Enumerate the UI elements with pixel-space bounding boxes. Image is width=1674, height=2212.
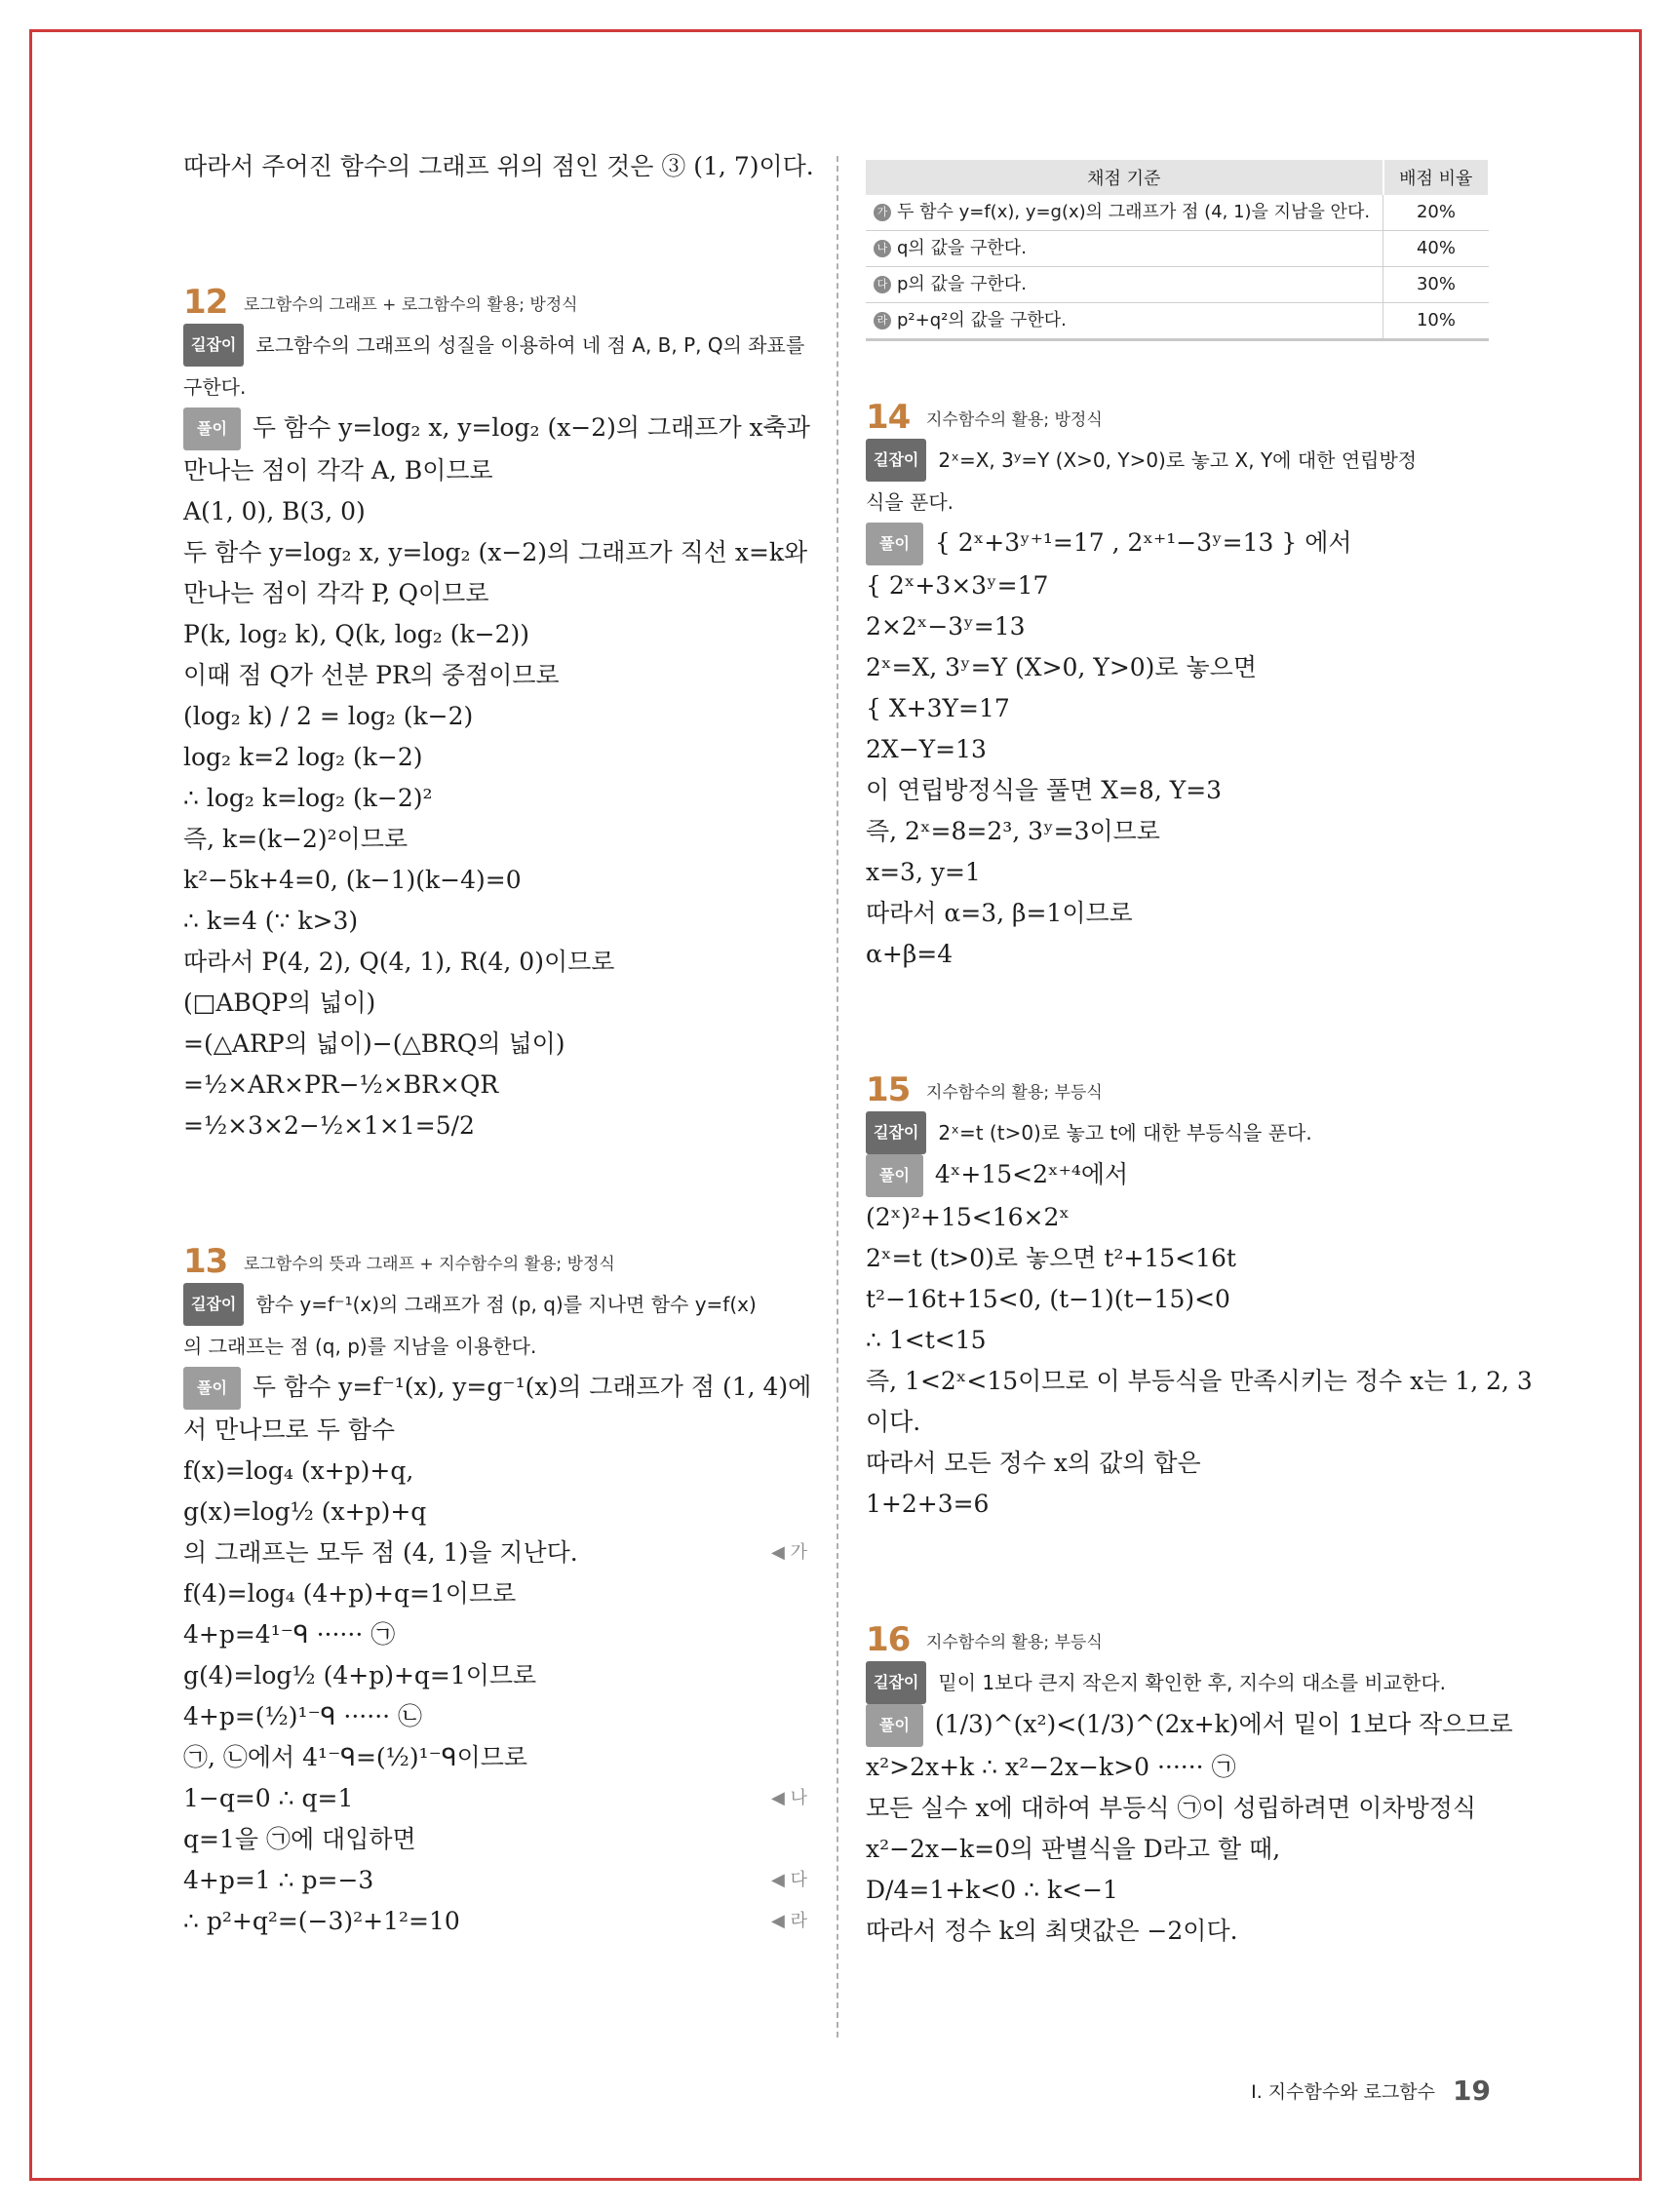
solution-line: ∴ p²+q²=(−3)²+1²=10 ◀ 라 <box>183 1901 807 1942</box>
table-row: 나 q의 값을 구한다. 40% <box>866 231 1489 267</box>
solution-line: 따라서 α=3, β=1이므로 <box>866 899 1133 927</box>
solution-line: 1+2+3=6 <box>866 1490 990 1518</box>
table-header: 채점 기준 <box>866 160 1383 195</box>
solution-line: 서 만나므로 두 함수 <box>183 1416 396 1444</box>
hint-line: 길잡이 함수 y=f⁻¹(x)의 그래프가 점 (p, q)를 지나면 함수 y=f(x) <box>183 1283 807 1326</box>
solution-line: 2ˣ=t (t>0)로 놓으면 t²+15<16t <box>866 1244 1236 1272</box>
scoring-table <box>866 160 1490 341</box>
solution-line: 두 함수 y=log₂ x, y=log₂ (x−2)의 그래프가 직선 x=k와 <box>183 538 808 566</box>
solution-line: 만나는 점이 각각 A, B이므로 <box>183 456 493 485</box>
problem-topic: 로그함수의 그래프 + 로그함수의 활용; 방정식 <box>244 294 578 315</box>
solution-line: 이다. <box>866 1408 921 1436</box>
hint-tag: 길잡이 <box>866 439 926 482</box>
table-header: 배점 비율 <box>1383 160 1490 195</box>
solution-line: 풀이 { 2ˣ+3ʸ⁺¹=17 , 2ˣ⁺¹−3ʸ=13 } 에서 <box>866 523 1490 565</box>
solution-line: ∴ k=4 (∵ k>3) <box>183 907 359 935</box>
problem-topic: 지수함수의 활용; 방정식 <box>926 409 1103 430</box>
solution-line: t²−16t+15<0, (t−1)(t−15)<0 <box>866 1285 1230 1313</box>
solution-line: q=1을 ㉠에 대입하면 <box>183 1825 416 1853</box>
solution-tag: 풀이 <box>183 1367 241 1410</box>
solution-line: 4+p=4¹⁻ᑫ ······ ㉠ <box>183 1620 396 1649</box>
hint-tag: 길잡이 <box>183 324 244 367</box>
criterion-badge: 가 <box>874 204 891 221</box>
table-row: 다 p의 값을 구한다. 30% <box>866 267 1489 303</box>
criterion-marker: ◀ 가 <box>771 1542 807 1563</box>
problem-12 <box>183 281 810 1146</box>
solution-tag: 풀이 <box>866 1154 923 1197</box>
solution-line: 풀이 두 함수 y=log₂ x, y=log₂ (x−2)의 그래프가 x축과 <box>183 407 807 450</box>
page-footer <box>1251 2075 1491 2107</box>
criterion-marker: ◀ 라 <box>771 1911 807 1931</box>
solution-line: 1−q=0 ∴ q=1 ◀ 나 <box>183 1778 807 1819</box>
left-column <box>183 146 814 1942</box>
solution-tag: 풀이 <box>866 1704 923 1747</box>
problem-header <box>183 281 807 324</box>
solution-line: 즉, 1<2ˣ<15이므로 이 부등식을 만족시키는 정수 x는 1, 2, 3 <box>866 1367 1533 1395</box>
problem-number: 13 <box>183 1242 228 1281</box>
solution-line: P(k, log₂ k), Q(k, log₂ (k−2)) <box>183 620 530 648</box>
page-number: 19 <box>1453 2075 1491 2107</box>
solution-line: (log₂ k) / 2 = log₂ (k−2) <box>183 702 474 730</box>
solution-line: A(1, 0), B(3, 0) <box>183 497 366 525</box>
problem-number: 16 <box>866 1620 911 1659</box>
table-row: 라 p²+q²의 값을 구한다. 10% <box>866 303 1489 340</box>
problem-topic: 지수함수의 활용; 부등식 <box>926 1632 1103 1652</box>
problem-header <box>866 1068 1490 1111</box>
criterion-marker: ◀ 나 <box>771 1788 807 1808</box>
problem-15 <box>866 1068 1533 1525</box>
solution-line: f(x)=log₄ (x+p)+q, <box>183 1456 414 1485</box>
solution-line: =½×AR×PR−½×BR×QR <box>183 1070 499 1099</box>
solution-line: { 2ˣ+3×3ʸ=17 <box>866 571 1049 600</box>
criterion-badge: 나 <box>874 240 891 257</box>
solution-line: f(4)=log₄ (4+p)+q=1이므로 <box>183 1579 517 1608</box>
problem-number: 14 <box>866 398 911 437</box>
solution-line: 2ˣ=X, 3ʸ=Y (X>0, Y>0)로 놓으면 <box>866 653 1257 681</box>
solution-line: g(x)=log½ (x+p)+q <box>183 1497 427 1526</box>
solution-line: =(△ARP의 넓이)−(△BRQ의 넓이) <box>183 1029 565 1058</box>
solution-line: 즉, k=(k−2)²이므로 <box>183 825 409 853</box>
hint-line: 구한다. <box>183 375 247 399</box>
solution-line: k²−5k+4=0, (k−1)(k−4)=0 <box>183 866 522 894</box>
solution-tag: 풀이 <box>183 407 241 450</box>
solution-line: (2ˣ)²+15<16×2ˣ <box>866 1203 1070 1231</box>
solution-line: 따라서 모든 정수 x의 값의 합은 <box>866 1449 1201 1477</box>
solution-line: ∴ log₂ k=log₂ (k−2)² <box>183 784 433 812</box>
hint-tag: 길잡이 <box>866 1661 926 1704</box>
solution-line: 즉, 2ˣ=8=2³, 3ʸ=3이므로 <box>866 817 1160 845</box>
solution-line: 이때 점 Q가 선분 PR의 중점이므로 <box>183 661 560 689</box>
criterion-badge: 다 <box>874 276 891 293</box>
problem-13 <box>183 1240 812 1942</box>
hint-line: 길잡이 2ˣ=t (t>0)로 놓고 t에 대한 부등식을 푼다. <box>866 1111 1490 1154</box>
intro-text: 따라서 주어진 함수의 그래프 위의 점인 것은 ③ (1, 7)이다. <box>183 152 814 180</box>
problem-number: 12 <box>183 283 228 322</box>
hint-line: 길잡이 2ˣ=X, 3ʸ=Y (X>0, Y>0)로 놓고 X, Y에 대한 연립방정 <box>866 439 1490 482</box>
problem-16 <box>866 1618 1513 1952</box>
solution-line: D/4=1+k<0 ∴ k<−1 <box>866 1876 1118 1904</box>
problem-number: 15 <box>866 1070 911 1109</box>
solution-line: ∴ 1<t<15 <box>866 1326 987 1354</box>
hint-line: 식을 푼다. <box>866 490 954 514</box>
solution-line: 의 그래프는 모두 점 (4, 1)을 지난다. ◀ 가 <box>183 1533 807 1573</box>
hint-line: 길잡이 밑이 1보다 큰지 작은지 확인한 후, 지수의 대소를 비교한다. <box>866 1661 1490 1704</box>
solution-line: 2X−Y=13 <box>866 735 987 763</box>
solution-tag: 풀이 <box>866 523 923 565</box>
solution-line: ㉠, ㉡에서 4¹⁻ᑫ=(½)¹⁻ᑫ이므로 <box>183 1743 528 1771</box>
solution-line: 모든 실수 x에 대하여 부등식 ㉠이 성립하려면 이차방정식 <box>866 1794 1477 1822</box>
solution-line: log₂ k=2 log₂ (k−2) <box>183 743 423 771</box>
hint-tag: 길잡이 <box>183 1283 244 1326</box>
right-column <box>866 146 1533 1952</box>
problem-topic: 지수함수의 활용; 부등식 <box>926 1082 1103 1103</box>
solution-line: =½×3×2−½×1×1=5/2 <box>183 1111 475 1140</box>
problem-header <box>183 1240 807 1283</box>
solution-line: { X+3Y=17 <box>866 694 1010 722</box>
criterion-badge: 라 <box>874 312 891 330</box>
solution-line: 이 연립방정식을 풀면 X=8, Y=3 <box>866 776 1223 804</box>
chapter-label: Ⅰ. 지수함수와 로그함수 <box>1251 2081 1436 2103</box>
solution-line: g(4)=log½ (4+p)+q=1이므로 <box>183 1661 537 1689</box>
hint-tag: 길잡이 <box>866 1111 926 1154</box>
problem-14 <box>866 396 1490 975</box>
solution-line: x=3, y=1 <box>866 858 981 886</box>
problem-topic: 로그함수의 뜻과 그래프 + 지수함수의 활용; 방정식 <box>244 1254 615 1274</box>
solution-line: 만나는 점이 각각 P, Q이므로 <box>183 579 489 607</box>
solution-line: 2×2ˣ−3ʸ=13 <box>866 612 1026 640</box>
solution-line: x²−2x−k=0의 판별식을 D라고 할 때, <box>866 1835 1281 1863</box>
table-header-row <box>866 160 1489 195</box>
solution-line: 풀이 두 함수 y=f⁻¹(x), y=g⁻¹(x)의 그래프가 점 (1, 4)에 <box>183 1367 807 1410</box>
solution-line: x²>2x+k ∴ x²−2x−k>0 ······ ㉠ <box>866 1753 1236 1781</box>
criterion-marker: ◀ 다 <box>771 1870 807 1890</box>
solution-line: 4+p=1 ∴ p=−3 ◀ 다 <box>183 1860 807 1901</box>
solution-line: 풀이 4ˣ+15<2ˣ⁺⁴에서 <box>866 1154 1490 1197</box>
solution-line: 4+p=(½)¹⁻ᑫ ······ ㉡ <box>183 1702 423 1730</box>
problem-header <box>866 1618 1490 1661</box>
table-row: 가 두 함수 y=f(x), y=g(x)의 그래프가 점 (4, 1)을 지남을 안다. 20% <box>866 195 1489 231</box>
column-divider <box>837 156 838 2037</box>
solution-line: 풀이 (1/3)^(x²)<(1/3)^(2x+k)에서 밑이 1보다 작으므로 <box>866 1704 1490 1747</box>
solution-line: 따라서 정수 k의 최댓값은 −2이다. <box>866 1917 1238 1945</box>
hint-line: 의 그래프는 점 (q, p)를 지남을 이용한다. <box>183 1335 537 1358</box>
solution-line: (□ABQP의 넓이) <box>183 989 376 1017</box>
problem-header <box>866 396 1490 439</box>
solution-line: 따라서 P(4, 2), Q(4, 1), R(4, 0)이므로 <box>183 948 615 976</box>
solution-line: α+β=4 <box>866 940 954 968</box>
hint-line: 길잡이 로그함수의 그래프의 성질을 이용하여 네 점 A, B, P, Q의 좌표를 <box>183 324 807 367</box>
